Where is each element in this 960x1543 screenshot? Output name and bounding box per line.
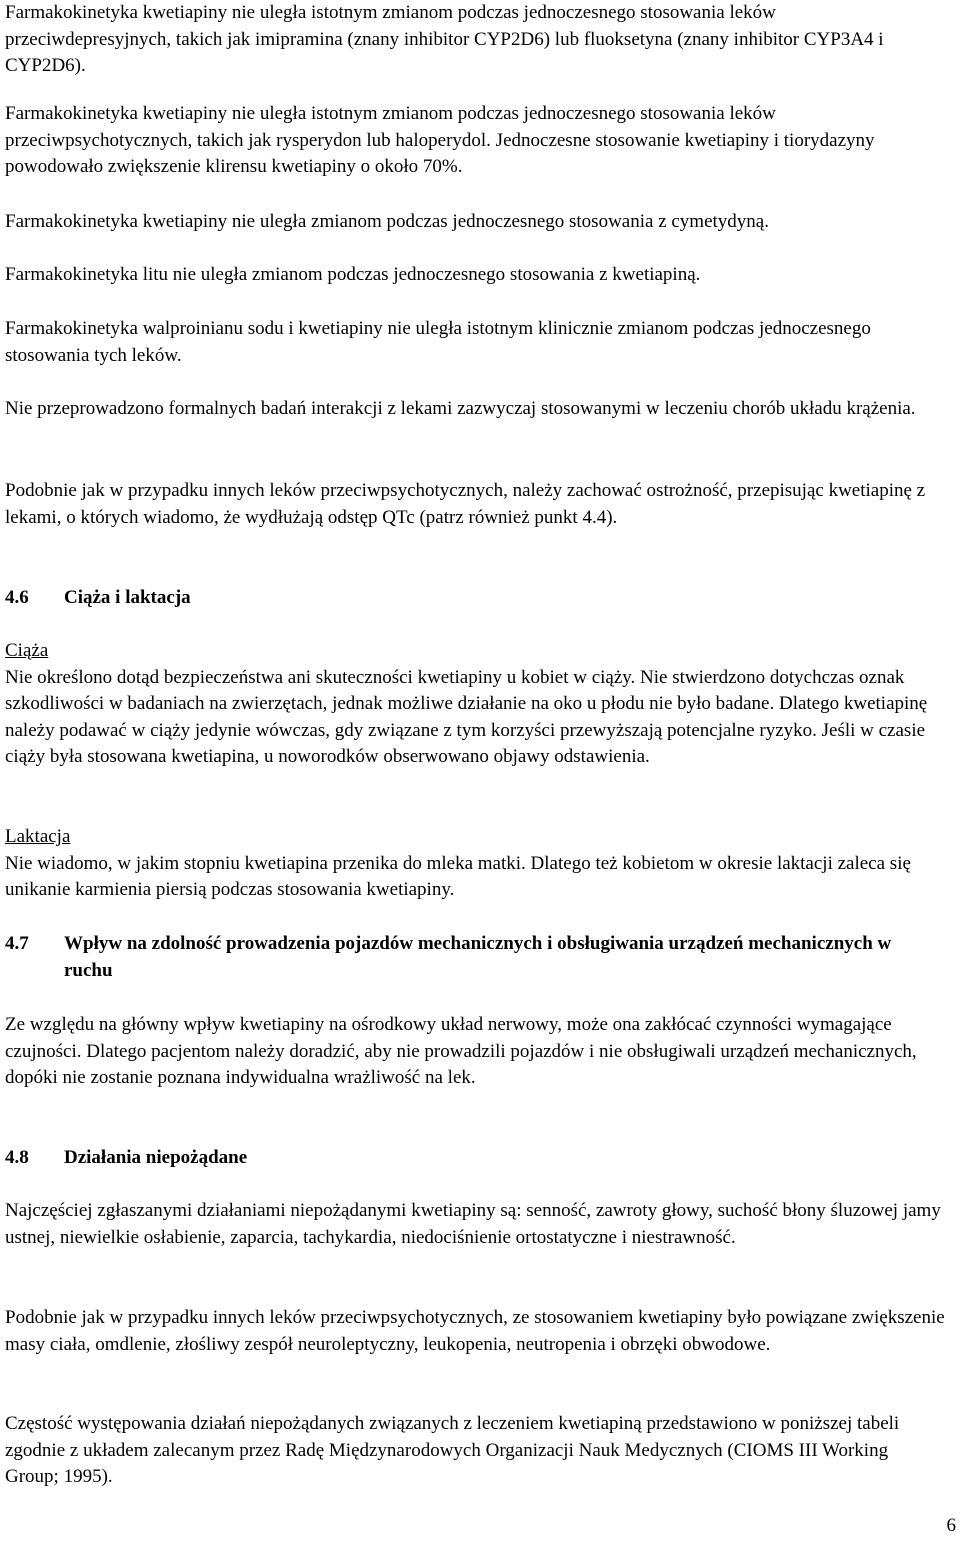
paragraph-text: Najczęściej zgłaszanymi działaniami niepożądanymi kwetiapiny są: senność, zawroty głowy, suchość błony śluzowej jamy ustnej, niewielkie osłabienie, zaparcia, tachykardia, niedociśnienie ortostatyczne i niestrawność. bbox=[5, 1200, 941, 1248]
section-number: 4.7 bbox=[5, 933, 29, 954]
subsection-lactation bbox=[5, 824, 945, 904]
paragraph-text: Farmakokinetyka kwetiapiny nie uległa zmianom podczas jednoczesnego stosowania z cymetydyną. bbox=[5, 211, 769, 232]
paragraph-text: Farmakokinetyka kwetiapiny nie uległa istotnym zmianom podczas jednoczesnego stosowania leków przeciwdepresyjnych, takich jak imipramina (znany inhibitor CYP2D6) lub fluoksetyna (znany inhibitor CYP3A4 i CYP2D6). bbox=[5, 2, 884, 76]
section-number: 4.8 bbox=[5, 1147, 29, 1168]
paragraph-interactions-lithium bbox=[5, 262, 945, 289]
paragraph-interactions-antidepressants bbox=[5, 0, 945, 80]
paragraph-adverse-common bbox=[5, 1198, 945, 1251]
paragraph-interactions-cardiovascular bbox=[5, 396, 945, 423]
paragraph-interactions-antipsychotics bbox=[5, 101, 945, 181]
section-number: 4.6 bbox=[5, 587, 29, 608]
section-title: Ciąża i laktacja bbox=[64, 587, 191, 608]
paragraph-text: Farmakokinetyka litu nie uległa zmianom podczas jednoczesnego stosowania z kwetiapiną. bbox=[5, 264, 701, 285]
paragraph-text: Podobnie jak w przypadku innych leków przeciwpsychotycznych, ze stosowaniem kwetiapiny było powiązane zwiększenie masy ciała, omdlenie, złośliwy zespół neuroleptyczny, leukopenia, neutropenia i obrzęki obwodowe. bbox=[5, 1307, 945, 1355]
section-heading-4-8 bbox=[5, 1145, 945, 1172]
paragraph-text: Częstość występowania działań niepożądanych związanych z leczeniem kwetiapiną przedstawiono w poniższej tabeli zgodnie z układem zalecanym przez Radę Międzynarodowych Organizacji Nauk Medycznych (CIOMS III Working Group; 1995). bbox=[5, 1413, 900, 1487]
section-title: Wpływ na zdolność prowadzenia pojazdów mechanicznych i obsługiwania urządzeń mechanicznych w ruchu bbox=[64, 933, 892, 981]
pregnancy-text: Nie określono dotąd bezpieczeństwa ani skuteczności kwetiapiny u kobiet w ciąży. Nie stwierdzono dotychczas oznak szkodliwości w badaniach na zwierzętach, jednak możliwe działanie na oko u płodu nie było badane. Dlatego kwetiapinę należy podawać w ciąży jedynie wówczas, gdy związane z tym korzyści przewyższają potencjalne ryzyko. Jeśli w czasie ciąży była stosowana kwetiapina, u noworodków obserwowano objawy odstawienia. bbox=[5, 666, 928, 767]
paragraph-text: Ze względu na główny wpływ kwetiapiny na ośrodkowy układ nerwowy, może ona zakłócać czynności wymagające czujności. Dlatego pacjentom należy doradzić, aby nie prowadzili pojazdów i nie obsługiwali urządzeń mechanicznych, dopóki nie zostanie poznana indywidualna wrażliwość na lek. bbox=[5, 1014, 917, 1088]
paragraph-interactions-cimetidine bbox=[5, 209, 945, 236]
subsection-pregnancy bbox=[5, 638, 945, 771]
paragraph-text: Nie przeprowadzono formalnych badań interakcji z lekami zazwyczaj stosowanymi w leczeniu chorób układu krążenia. bbox=[5, 398, 916, 419]
paragraph-interactions-valproate bbox=[5, 316, 945, 369]
section-title: Działania niepożądane bbox=[64, 1147, 248, 1168]
section-heading-4-6 bbox=[5, 585, 945, 612]
paragraph-text: Farmakokinetyka kwetiapiny nie uległa istotnym zmianom podczas jednoczesnego stosowania leków przeciwpsychotycznych, takich jak rysperydon lub haloperydol. Jednoczesne stosowanie kwetiapiny i tiorydazyny powodowało zwiększenie klirensu kwetiapiny o około 70%. bbox=[5, 103, 875, 177]
paragraph-text: Podobnie jak w przypadku innych leków przeciwpsychotycznych, należy zachować ostrożność, przepisując kwetiapinę z lekami, o których wiadomo, że wydłużają odstęp QTc (patrz również punkt 4.4). bbox=[5, 480, 926, 528]
paragraph-driving bbox=[5, 1012, 945, 1092]
paragraph-interactions-qtc bbox=[5, 478, 945, 531]
paragraph-adverse-other bbox=[5, 1305, 945, 1358]
paragraph-text: Farmakokinetyka walproinianu sodu i kwetiapiny nie uległa istotnym klinicznie zmianom podczas jednoczesnego stosowania tych leków. bbox=[5, 318, 871, 366]
page-number: 6 bbox=[946, 1515, 956, 1536]
subsection-heading-pregnancy: Ciąża bbox=[5, 640, 49, 661]
lactation-text: Nie wiadomo, w jakim stopniu kwetiapina przenika do mleka matki. Dlatego też kobietom w okresie laktacji zaleca się unikanie karmienia piersią podczas stosowania kwetiapiny. bbox=[5, 852, 911, 900]
section-heading-4-7 bbox=[5, 931, 945, 984]
paragraph-adverse-frequency bbox=[5, 1411, 945, 1491]
subsection-heading-lactation: Laktacja bbox=[5, 826, 71, 847]
